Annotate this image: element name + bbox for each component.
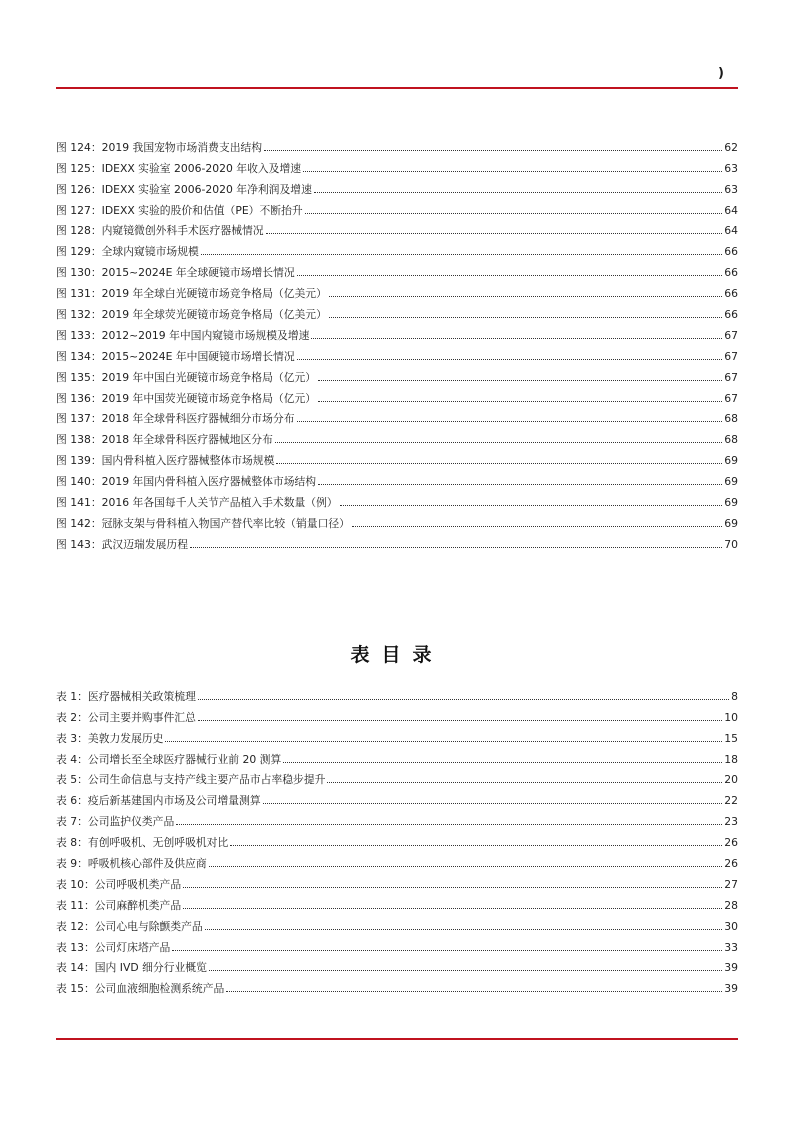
toc-entry-label: 表 1：医疗器械相关政策梳理	[56, 689, 196, 703]
dot-leader	[201, 254, 722, 255]
header-divider	[56, 87, 738, 89]
dot-leader	[303, 171, 722, 172]
toc-entry-label: 图 128：内窥镜微创外科手术医疗器械情况	[56, 224, 264, 238]
dot-leader	[327, 782, 722, 783]
toc-entry[interactable]	[56, 683, 738, 704]
toc-entry-label: 图 143：武汉迈瑞发展历程	[56, 537, 189, 551]
toc-entry-page: 33	[724, 940, 738, 954]
toc-entry-page: 66	[724, 287, 738, 301]
toc-entry-label: 图 139：国内骨科植入医疗器械整体市场规模	[56, 454, 275, 468]
toc-entry[interactable]	[56, 322, 738, 343]
toc-entry-label: 表 14：国内 IVD 细分行业概览	[56, 961, 207, 975]
toc-entry-page: 66	[724, 308, 738, 322]
toc-entry-page: 67	[724, 370, 738, 384]
dot-leader	[205, 929, 723, 930]
toc-entry-label: 表 15：公司血液细胞检测系统产品	[56, 982, 225, 996]
toc-entry-page: 69	[724, 496, 738, 510]
toc-entry-page: 69	[724, 454, 738, 468]
toc-entry-page: 69	[724, 516, 738, 530]
toc-entry[interactable]	[56, 975, 738, 996]
toc-entry-label: 表 13：公司灯床塔产品	[56, 940, 171, 954]
dot-leader	[172, 950, 722, 951]
toc-entry-label: 表 9：呼吸机核心部件及供应商	[56, 857, 207, 871]
figure-list	[56, 134, 738, 552]
tables-section-title: 表目录	[350, 644, 444, 666]
toc-entry[interactable]	[56, 218, 738, 239]
toc-entry-page: 66	[724, 266, 738, 280]
toc-entry-page: 67	[724, 328, 738, 342]
toc-entry[interactable]	[56, 829, 738, 850]
toc-entry-label: 图 138：2018 年全球骨科医疗器械地区分布	[56, 433, 273, 447]
dot-leader	[352, 526, 722, 527]
toc-entry-label: 图 135：2019 年中国白光硬镜市场竞争格局（亿元）	[56, 370, 317, 384]
toc-entry[interactable]	[56, 746, 738, 767]
toc-entry-label: 图 132：2019 年全球荧光硬镜市场竞争格局（亿美元）	[56, 308, 327, 322]
header-mark: )	[718, 66, 724, 81]
toc-entry-page: 64	[724, 224, 738, 238]
toc-entry[interactable]	[56, 155, 738, 176]
toc-entry-label: 图 137：2018 年全球骨科医疗器械细分市场分布	[56, 412, 295, 426]
toc-entry[interactable]	[56, 934, 738, 955]
toc-entry[interactable]	[56, 787, 738, 808]
dot-leader	[264, 150, 722, 151]
toc-entry[interactable]	[56, 850, 738, 871]
toc-entry-label: 图 136：2019 年中国荧光硬镜市场竞争格局（亿元）	[56, 391, 317, 405]
toc-entry-label: 表 3：美敦力发展历史	[56, 731, 164, 745]
toc-entry-page: 67	[724, 349, 738, 363]
toc-entry-page: 39	[724, 982, 738, 996]
toc-entry-page: 70	[724, 537, 738, 551]
toc-entry-page: 68	[724, 433, 738, 447]
toc-entry[interactable]	[56, 531, 738, 552]
toc-entry[interactable]	[56, 767, 738, 788]
footer-divider	[56, 1038, 738, 1040]
toc-entry-page: 63	[724, 182, 738, 196]
dot-leader	[266, 233, 723, 234]
toc-entry[interactable]	[56, 489, 738, 510]
toc-entry-label: 表 12：公司心电与除颤类产品	[56, 919, 203, 933]
toc-entry[interactable]	[56, 364, 738, 385]
toc-entry-label: 表 7：公司监护仪类产品	[56, 815, 175, 829]
dot-leader	[198, 720, 722, 721]
toc-entry[interactable]	[56, 176, 738, 197]
toc-entry-label: 表 2：公司主要并购事件汇总	[56, 710, 196, 724]
toc-entry[interactable]	[56, 406, 738, 427]
toc-entry[interactable]	[56, 892, 738, 913]
toc-entry-label: 图 124：2019 我国宠物市场消费支出结构	[56, 140, 263, 154]
toc-entry[interactable]	[56, 238, 738, 259]
toc-entry[interactable]	[56, 259, 738, 280]
toc-entry[interactable]	[56, 871, 738, 892]
toc-entry-page: 68	[724, 412, 738, 426]
toc-entry[interactable]	[56, 704, 738, 725]
toc-entry[interactable]	[56, 385, 738, 406]
dot-leader	[198, 699, 729, 700]
dot-leader	[318, 380, 722, 381]
toc-entry-page: 23	[724, 815, 738, 829]
dot-leader	[283, 762, 722, 763]
toc-entry-page: 26	[724, 836, 738, 850]
toc-entry-label: 表 4：公司增长至全球医疗器械行业前 20 测算	[56, 752, 282, 766]
toc-entry[interactable]	[56, 134, 738, 155]
toc-entry-page: 18	[724, 752, 738, 766]
toc-entry-page: 67	[724, 391, 738, 405]
dot-leader	[311, 338, 722, 339]
toc-entry-label: 图 126：IDEXX 实验室 2006-2020 年净利润及增速	[56, 182, 312, 196]
toc-entry-page: 30	[724, 919, 738, 933]
toc-entry[interactable]	[56, 913, 738, 934]
toc-entry-page: 15	[724, 731, 738, 745]
toc-entry[interactable]	[56, 280, 738, 301]
dot-leader	[329, 317, 722, 318]
toc-entry-label: 表 5：公司生命信息与支持产线主要产品市占率稳步提升	[56, 773, 326, 787]
dot-leader	[230, 845, 722, 846]
toc-entry-page: 28	[724, 898, 738, 912]
toc-entry[interactable]	[56, 808, 738, 829]
toc-entry-page: 63	[724, 161, 738, 175]
dot-leader	[183, 908, 722, 909]
toc-entry-page: 39	[724, 961, 738, 975]
toc-entry-page: 10	[724, 710, 738, 724]
toc-entry[interactable]	[56, 447, 738, 468]
toc-entry-page: 26	[724, 857, 738, 871]
toc-entry[interactable]	[56, 301, 738, 322]
toc-entry-label: 表 8：有创呼吸机、无创呼吸机对比	[56, 836, 229, 850]
toc-entry-page: 20	[724, 773, 738, 787]
dot-leader	[305, 213, 723, 214]
toc-entry-label: 图 127：IDEXX 实验的股价和估值（PE）不断抬升	[56, 203, 303, 217]
toc-entry-label: 图 141：2016 年各国每千人关节产品植入手术数量（例）	[56, 496, 338, 510]
toc-entry-page: 66	[724, 245, 738, 259]
toc-entry[interactable]	[56, 468, 738, 489]
toc-entry-label: 图 133：2012~2019 年中国内窥镜市场规模及增速	[56, 328, 310, 342]
toc-entry[interactable]	[56, 510, 738, 531]
dot-leader	[340, 505, 723, 506]
toc-entry-page: 22	[724, 794, 738, 808]
dot-leader	[209, 866, 723, 867]
toc-entry-label: 图 130：2015~2024E 年全球硬镜市场增长情况	[56, 266, 295, 280]
toc-entry-label: 图 142：冠脉支架与骨科植入物国产替代率比较（销量口径）	[56, 516, 350, 530]
dot-leader	[165, 741, 722, 742]
table-list	[56, 683, 738, 996]
toc-entry-page: 62	[724, 140, 738, 154]
toc-entry-page: 69	[724, 475, 738, 489]
dot-leader	[276, 463, 722, 464]
toc-entry-label: 图 134：2015~2024E 年中国硬镜市场增长情况	[56, 349, 295, 363]
dot-leader	[297, 421, 723, 422]
dot-leader	[183, 887, 722, 888]
toc-entry[interactable]	[56, 725, 738, 746]
dot-leader	[314, 192, 722, 193]
toc-entry-label: 图 125：IDEXX 实验室 2006-2020 年收入及增速	[56, 161, 302, 175]
dot-leader	[318, 484, 722, 485]
toc-entry-page: 27	[724, 877, 738, 891]
toc-entry-label: 图 140：2019 年国内骨科植入医疗器械整体市场结构	[56, 475, 317, 489]
toc-entry-label: 表 11：公司麻醉机类产品	[56, 898, 182, 912]
dot-leader	[297, 275, 723, 276]
dot-leader	[176, 824, 722, 825]
toc-entry-label: 图 131：2019 年全球白光硬镜市场竞争格局（亿美元）	[56, 287, 327, 301]
dot-leader	[297, 359, 723, 360]
toc-entry-page: 64	[724, 203, 738, 217]
toc-entry[interactable]	[56, 426, 738, 447]
dot-leader	[209, 970, 722, 971]
toc-entry[interactable]	[56, 197, 738, 218]
dot-leader	[275, 442, 722, 443]
toc-entry-label: 表 10：公司呼吸机类产品	[56, 877, 182, 891]
toc-entry-label: 表 6：疫后新基建国内市场及公司增量测算	[56, 794, 261, 808]
dot-leader	[263, 803, 723, 804]
toc-entry[interactable]	[56, 343, 738, 364]
toc-entry-page: 8	[731, 689, 738, 703]
toc-entry-label: 图 129：全球内窥镜市场规模	[56, 245, 199, 259]
dot-leader	[329, 296, 722, 297]
dot-leader	[190, 547, 722, 548]
toc-entry[interactable]	[56, 955, 738, 976]
dot-leader	[226, 991, 722, 992]
dot-leader	[318, 401, 722, 402]
